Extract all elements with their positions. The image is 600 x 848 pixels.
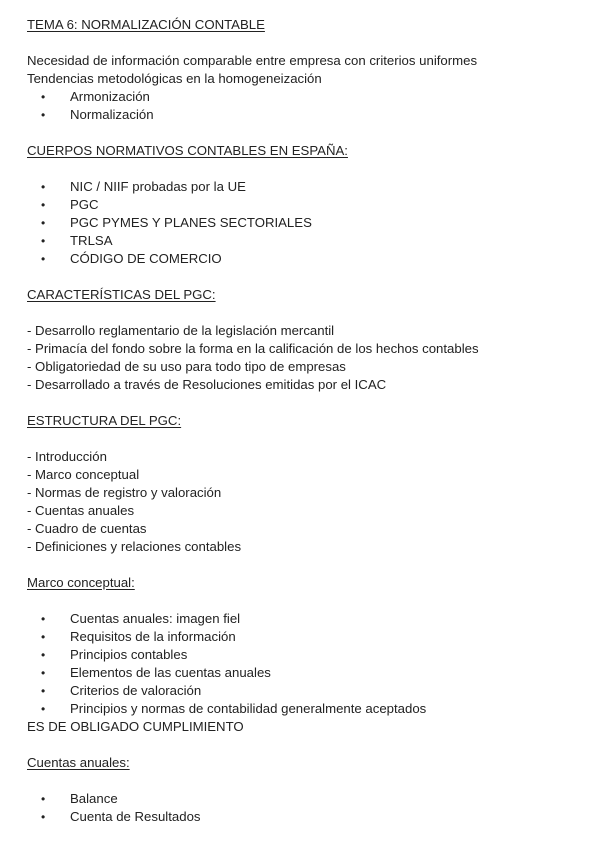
section-heading-estructura: ESTRUCTURA DEL PGC: [27,413,182,428]
bullet-icon: • [41,810,46,824]
list-item: - Marco conceptual [27,467,140,482]
list-item: Balance [70,791,118,806]
list-item: NIC / NIIF probadas por la UE [70,179,246,194]
list-item: PGC PYMES Y PLANES SECTORIALES [70,215,312,230]
section-heading-cuentas: Cuentas anuales: [27,755,130,770]
list-item: - Definiciones y relaciones contables [27,539,242,554]
bullet-icon: • [41,666,46,680]
bullet-icon: • [41,234,46,248]
section-heading-cuerpos: CUERPOS NORMATIVOS CONTABLES EN ESPAÑA: [27,143,348,158]
bullet-icon: • [41,90,46,104]
bullet-icon: • [41,252,46,266]
page-title: TEMA 6: NORMALIZACIÓN CONTABLE [27,17,265,32]
list-item: CÓDIGO DE COMERCIO [70,251,222,266]
list-item: - Desarrollo reglamentario de la legislación mercantil [27,323,335,338]
list-item: Elementos de las cuentas anuales [70,665,271,680]
bullet-icon: • [41,198,46,212]
list-item: Principios contables [70,647,188,662]
list-item: Requisitos de la información [70,629,236,644]
bullet-icon: • [41,792,46,806]
bullet-icon: • [41,180,46,194]
bullet-icon: • [41,648,46,662]
section-heading-marco: Marco conceptual: [27,575,135,590]
list-item: - Cuadro de cuentas [27,521,147,536]
section-heading-caracteristicas: CARACTERÍSTICAS DEL PGC: [27,287,216,302]
list-item: - Introducción [27,449,107,464]
list-item: - Primacía del fondo sobre la forma en la calificación de los hechos contables [27,341,479,356]
list-item: Normalización [70,107,154,122]
intro-line-2: Tendencias metodológicas en la homogeneización [27,71,322,86]
intro-line-1: Necesidad de información comparable entre empresa con criterios uniformes [27,53,478,68]
list-item: - Obligatoriedad de su uso para todo tipo de empresas [27,359,346,374]
bullet-icon: • [41,684,46,698]
bullet-icon: • [41,612,46,626]
bullet-icon: • [41,216,46,230]
obligation-note: ES DE OBLIGADO CUMPLIMIENTO [27,719,244,734]
bullet-icon: • [41,702,46,716]
list-item: Cuentas anuales: imagen fiel [70,611,241,626]
list-item: Armonización [70,89,150,104]
list-item: - Normas de registro y valoración [27,485,222,500]
list-item: Criterios de valoración [70,683,202,698]
list-item: PGC [70,197,99,212]
list-item: - Cuentas anuales [27,503,135,518]
list-item: Cuenta de Resultados [70,809,201,824]
list-item: - Desarrollado a través de Resoluciones emitidas por el ICAC [27,377,387,392]
bullet-icon: • [41,108,46,122]
bullet-icon: • [41,630,46,644]
list-item: Principios y normas de contabilidad generalmente aceptados [70,701,427,716]
list-item: TRLSA [70,233,113,248]
